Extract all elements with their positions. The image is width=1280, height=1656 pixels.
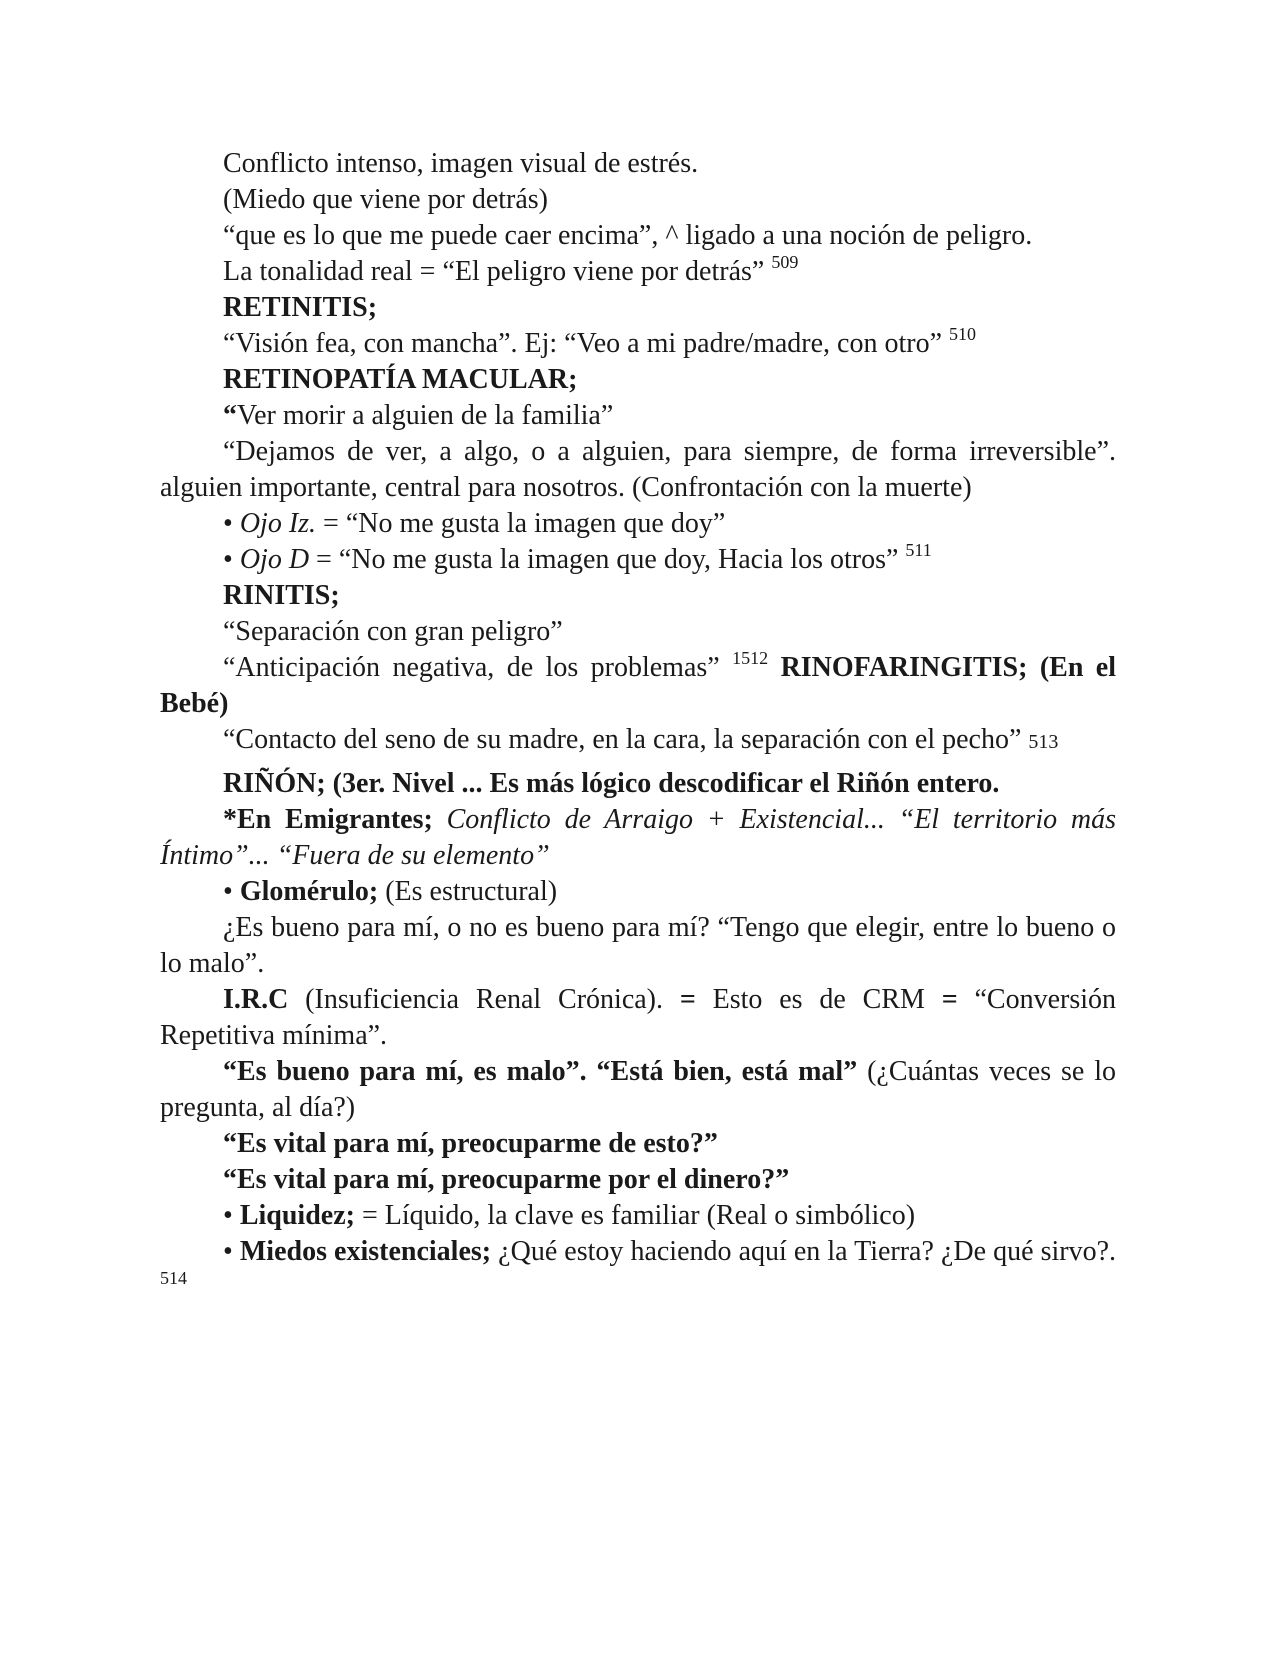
- section-heading: [160, 290, 1116, 326]
- list-item: [160, 506, 1116, 542]
- list-item-text: = Líquido, la clave es familiar (Real o simbólico): [354, 1200, 916, 1231]
- heading-text: RIÑÓN; (3er. Nivel ... Es más lógico descodificar el Riñón entero.: [223, 768, 1000, 799]
- bold-equals: =: [941, 984, 958, 1015]
- paragraph-text: “Visión fea, con mancha”. Ej: “Veo a mi padre/madre, con otro”: [223, 328, 943, 359]
- footnote-ref: 510: [949, 324, 977, 344]
- list-item: [160, 874, 1116, 910]
- inline-heading: RINOFARINGITIS; (En el Bebé): [160, 652, 1117, 719]
- bold-lead: *En Emigrantes;: [223, 804, 433, 835]
- paragraph: “Separación con gran peligro”: [223, 616, 563, 647]
- footnote-ref: 511: [905, 540, 932, 560]
- paragraph: ¿Es bueno para mí, o no es bueno para mí? “Tengo que elegir, entre lo bueno o lo malo”.: [160, 912, 1116, 979]
- section-heading: [160, 766, 1116, 802]
- bold-term: Miedos existenciales;: [239, 1236, 492, 1267]
- list-item: [160, 542, 1116, 578]
- paragraph-text: “Contacto del seno de su madre, en la cara, la separación con el pecho”: [223, 724, 1022, 755]
- paragraph: [160, 722, 1116, 760]
- paragraph: [160, 802, 1116, 874]
- heading-text: RETINOPATÍA MACULAR;: [223, 364, 578, 395]
- footnote-ref: 514: [160, 1268, 187, 1288]
- list-item-text: ¿Qué estoy haciendo aquí en la Tierra? ¿De qué sirvo?.: [491, 1236, 1117, 1267]
- list-item: [160, 1234, 1116, 1306]
- footnote-ref: 509: [771, 252, 799, 272]
- paragraph: [160, 326, 1116, 362]
- paragraph: [160, 254, 1116, 290]
- bold-equals: =: [679, 984, 696, 1015]
- section-heading: [160, 362, 1116, 398]
- paragraph: [160, 1054, 1116, 1126]
- bold-term: Liquidez;: [239, 1200, 355, 1231]
- paragraph: [160, 982, 1116, 1054]
- bullet: •: [223, 876, 233, 907]
- list-item: [160, 1198, 1116, 1234]
- paragraph: [160, 1162, 1116, 1198]
- paragraph: Conflicto intenso, imagen visual de estrés.: [223, 148, 699, 179]
- paragraph-text: Esto es de CRM: [695, 984, 942, 1015]
- bullet: •: [223, 544, 233, 575]
- paragraph: [160, 650, 1116, 722]
- bullet: •: [223, 508, 233, 539]
- bold-quote: “Es bueno para mí, es malo”. “Está bien, está mal”: [223, 1056, 858, 1087]
- bold-quote-mark: “: [223, 400, 237, 431]
- italic-term: Ojo D: [239, 544, 310, 575]
- paragraph: [160, 1126, 1116, 1162]
- paragraph-text: “Conversión Repetitiva mínima”.: [160, 984, 1117, 1051]
- paragraph-text: La tonalidad real = “El peligro viene por detrás”: [223, 256, 765, 287]
- heading-text: RETINITIS;: [223, 292, 378, 323]
- bold-term: I.R.C: [223, 984, 289, 1015]
- footnote-ref: 513: [1028, 731, 1059, 753]
- bold-term: Glomérulo;: [239, 876, 379, 907]
- paragraph: “Dejamos de ver, a algo, o a alguien, para siempre, de forma irreversible”. alguien importante, central para nosotros. (Confrontación con la muerte): [160, 436, 1116, 503]
- paragraph: “que es lo que me puede caer encima”, ^ ligado a una noción de peligro.: [223, 220, 1033, 251]
- paragraph: [160, 398, 1116, 434]
- paragraph-text: (Insuficiencia Renal Crónica).: [288, 984, 680, 1015]
- paragraph-text: “Anticipación negativa, de los problemas”: [223, 652, 720, 683]
- bullet: •: [223, 1236, 233, 1267]
- list-item-text: = “No me gusta la imagen que doy, Hacia los otros”: [309, 544, 899, 575]
- italic-text: Conflicto de Arraigo + Existencial... “El territorio más Íntimo”... “Fuera de su elemento”: [160, 804, 1117, 871]
- bold-quote: “Es vital para mí, preocuparme por el dinero?”: [223, 1164, 790, 1195]
- list-item-text: = “No me gusta la imagen que doy”: [316, 508, 726, 539]
- document-page: [160, 146, 1116, 1306]
- list-item-text: (Es estructural): [378, 876, 558, 907]
- heading-text: RINITIS;: [223, 580, 340, 611]
- paragraph-text: (¿Cuántas veces se lo pregunta, al día?): [160, 1056, 1116, 1123]
- paragraph: (Miedo que viene por detrás): [223, 184, 548, 215]
- bold-quote: “Es vital para mí, preocuparme de esto?”: [223, 1128, 718, 1159]
- footnote-ref: 1512: [732, 648, 769, 668]
- bullet: •: [223, 1200, 233, 1231]
- section-heading: [160, 578, 1116, 614]
- italic-term: Ojo Iz.: [239, 508, 317, 539]
- paragraph-text: Ver morir a alguien de la familia”: [237, 400, 614, 431]
